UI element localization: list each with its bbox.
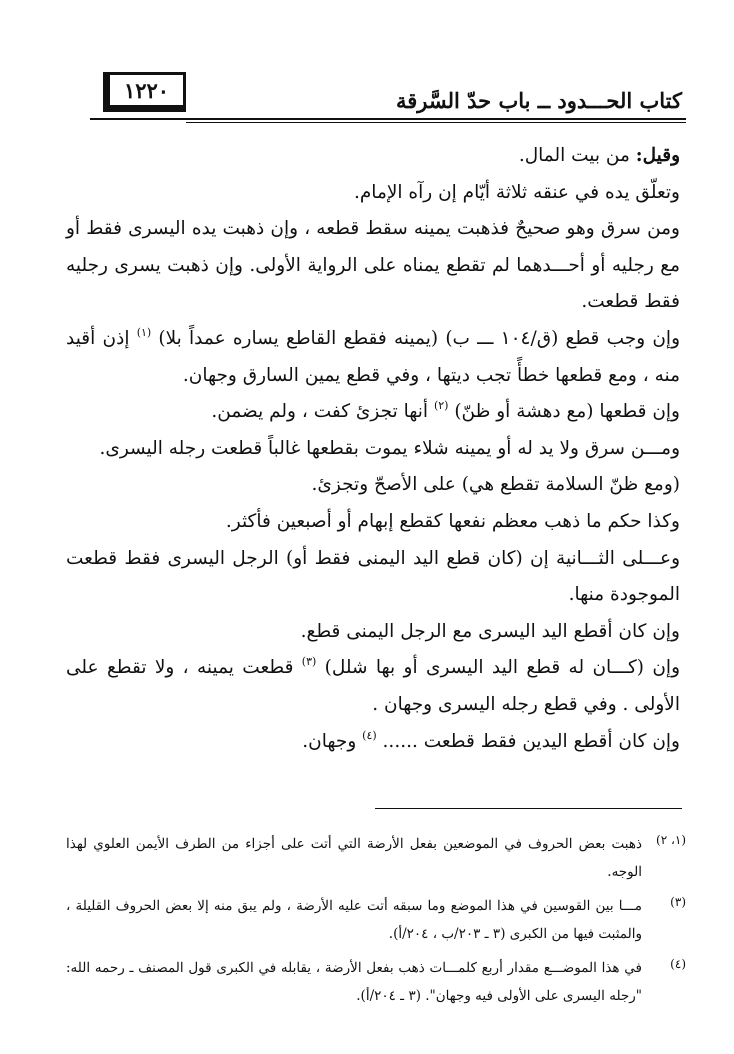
footnotes (66, 830, 686, 1016)
footnote-ref: (٣) (301, 655, 317, 669)
main-text (66, 138, 680, 760)
footnote (66, 830, 686, 886)
paragraph-text: وإن وجب قطع (ق/١٠٤ ـــ ب) (يمينه فقطع القاطع يساره عمداً بلا) (151, 327, 680, 349)
header-rule-thin (186, 122, 686, 123)
paragraph-text: من بيت المال. (518, 145, 636, 166)
paragraph (66, 394, 680, 431)
footnote-mark: (٤) (670, 957, 686, 971)
paragraph: وإن كان أقطع اليد اليسرى مع الرجل اليمنى قطع. (300, 620, 680, 642)
footnote (66, 954, 686, 1010)
header-rule (90, 118, 686, 120)
footnote-ref: (١) (136, 325, 152, 339)
paragraph-text: أنها تجزئ كفت ، ولم يضمن. (211, 401, 434, 423)
footnote-ref: (٢) (433, 399, 449, 413)
footnote-separator (375, 808, 682, 809)
footnote-text: ذهبت بعض الحروف في الموضعين بفعل الأرضة التي أتت على أجزاء من الطرف الأيمن العلوي لهذا الوجه. (66, 836, 642, 880)
paragraph: ومن سرق وهو صحيحٌ فذهبت يمينه سقط قطعه ، وإن ذهبت يده اليسرى فقط أو مع رجليه أو أحـــدهما لم تقطع يمناه على الرواية الأولى. وإن ذهبت يسرى رجليه فقط قطعت. (66, 218, 680, 313)
paragraph-text: قطعت يمينه ، ولا تقطع على الأولى . وفي قطع رجله اليسرى وجهان . (66, 657, 680, 715)
paragraph: وكذا حكم ما ذهب معظم نفعها كقطع إبهام أو أصبعين فأكثر. (225, 510, 680, 532)
paragraph (66, 321, 680, 394)
paragraph (66, 138, 680, 175)
footnote-text: في هذا الموضـــع مقدار أربع كلمـــات ذهب بفعل الأرضة ، يقابله في الكبرى قول المصنف ـ رحمه الله: "رجله اليسرى على الأولى فيه وجهان". (٣ ـ ٢٠٤/أ). (66, 960, 642, 1004)
footnote-ref: (٤) (362, 728, 377, 742)
paragraph-text: إذن أقيد منه ، ومع قطعها خطأً تجب ديتها ، وفي قطع يمين السارق وجهان. (66, 327, 680, 386)
paragraph (66, 650, 680, 723)
paragraph: ومـــن سرق ولا يد له أو يمينه شلاء يموت بقطعها غالباً قطعت رجله اليسرى. (99, 437, 680, 459)
paragraph: وعـــلى الثـــانية إن (كان قطع اليد اليمنى فقط أو) الرجل اليسرى فقط قطعت الموجودة منها. (66, 547, 680, 606)
paragraph (66, 724, 680, 761)
paragraph: (ومع ظنّ السلامة تقطع هي) على الأصحّ وتجزئ. (311, 474, 680, 496)
running-title: كتاب الحـــدود ــ باب حدّ السَّرقة (396, 88, 682, 113)
footnote-mark: (١، ٢) (656, 833, 686, 847)
footnote-mark: (٣) (670, 895, 686, 909)
paragraph-text: وإن كان أقطع اليدين فقط قطعت ...... (376, 730, 680, 752)
page-number: ١٢٢٠ (103, 72, 186, 112)
lead-term: وقيل: (635, 145, 680, 166)
paragraph: وتعلّق يده في عنقه ثلاثة أيّام إن رآه الإمام. (353, 181, 680, 203)
footnote (66, 892, 686, 948)
footnote-text: مـــا بين القوسين في هذا الموضع وما سبقه أتت عليه الأرضة ، ولم يبق منه إلا بعض الحروف القليلة ، والمثبت فيها من الكبرى (٣ ـ ٢٠٣/ب ، ٢٠٤/أ). (66, 898, 642, 942)
paragraph-text: وإن (كـــان له قطع اليد اليسرى أو بها شلل) (316, 657, 681, 679)
paragraph-text: وإن قطعها (مع دهشة أو ظنّ) (448, 401, 680, 423)
paragraph-text: وجهان. (302, 730, 363, 752)
